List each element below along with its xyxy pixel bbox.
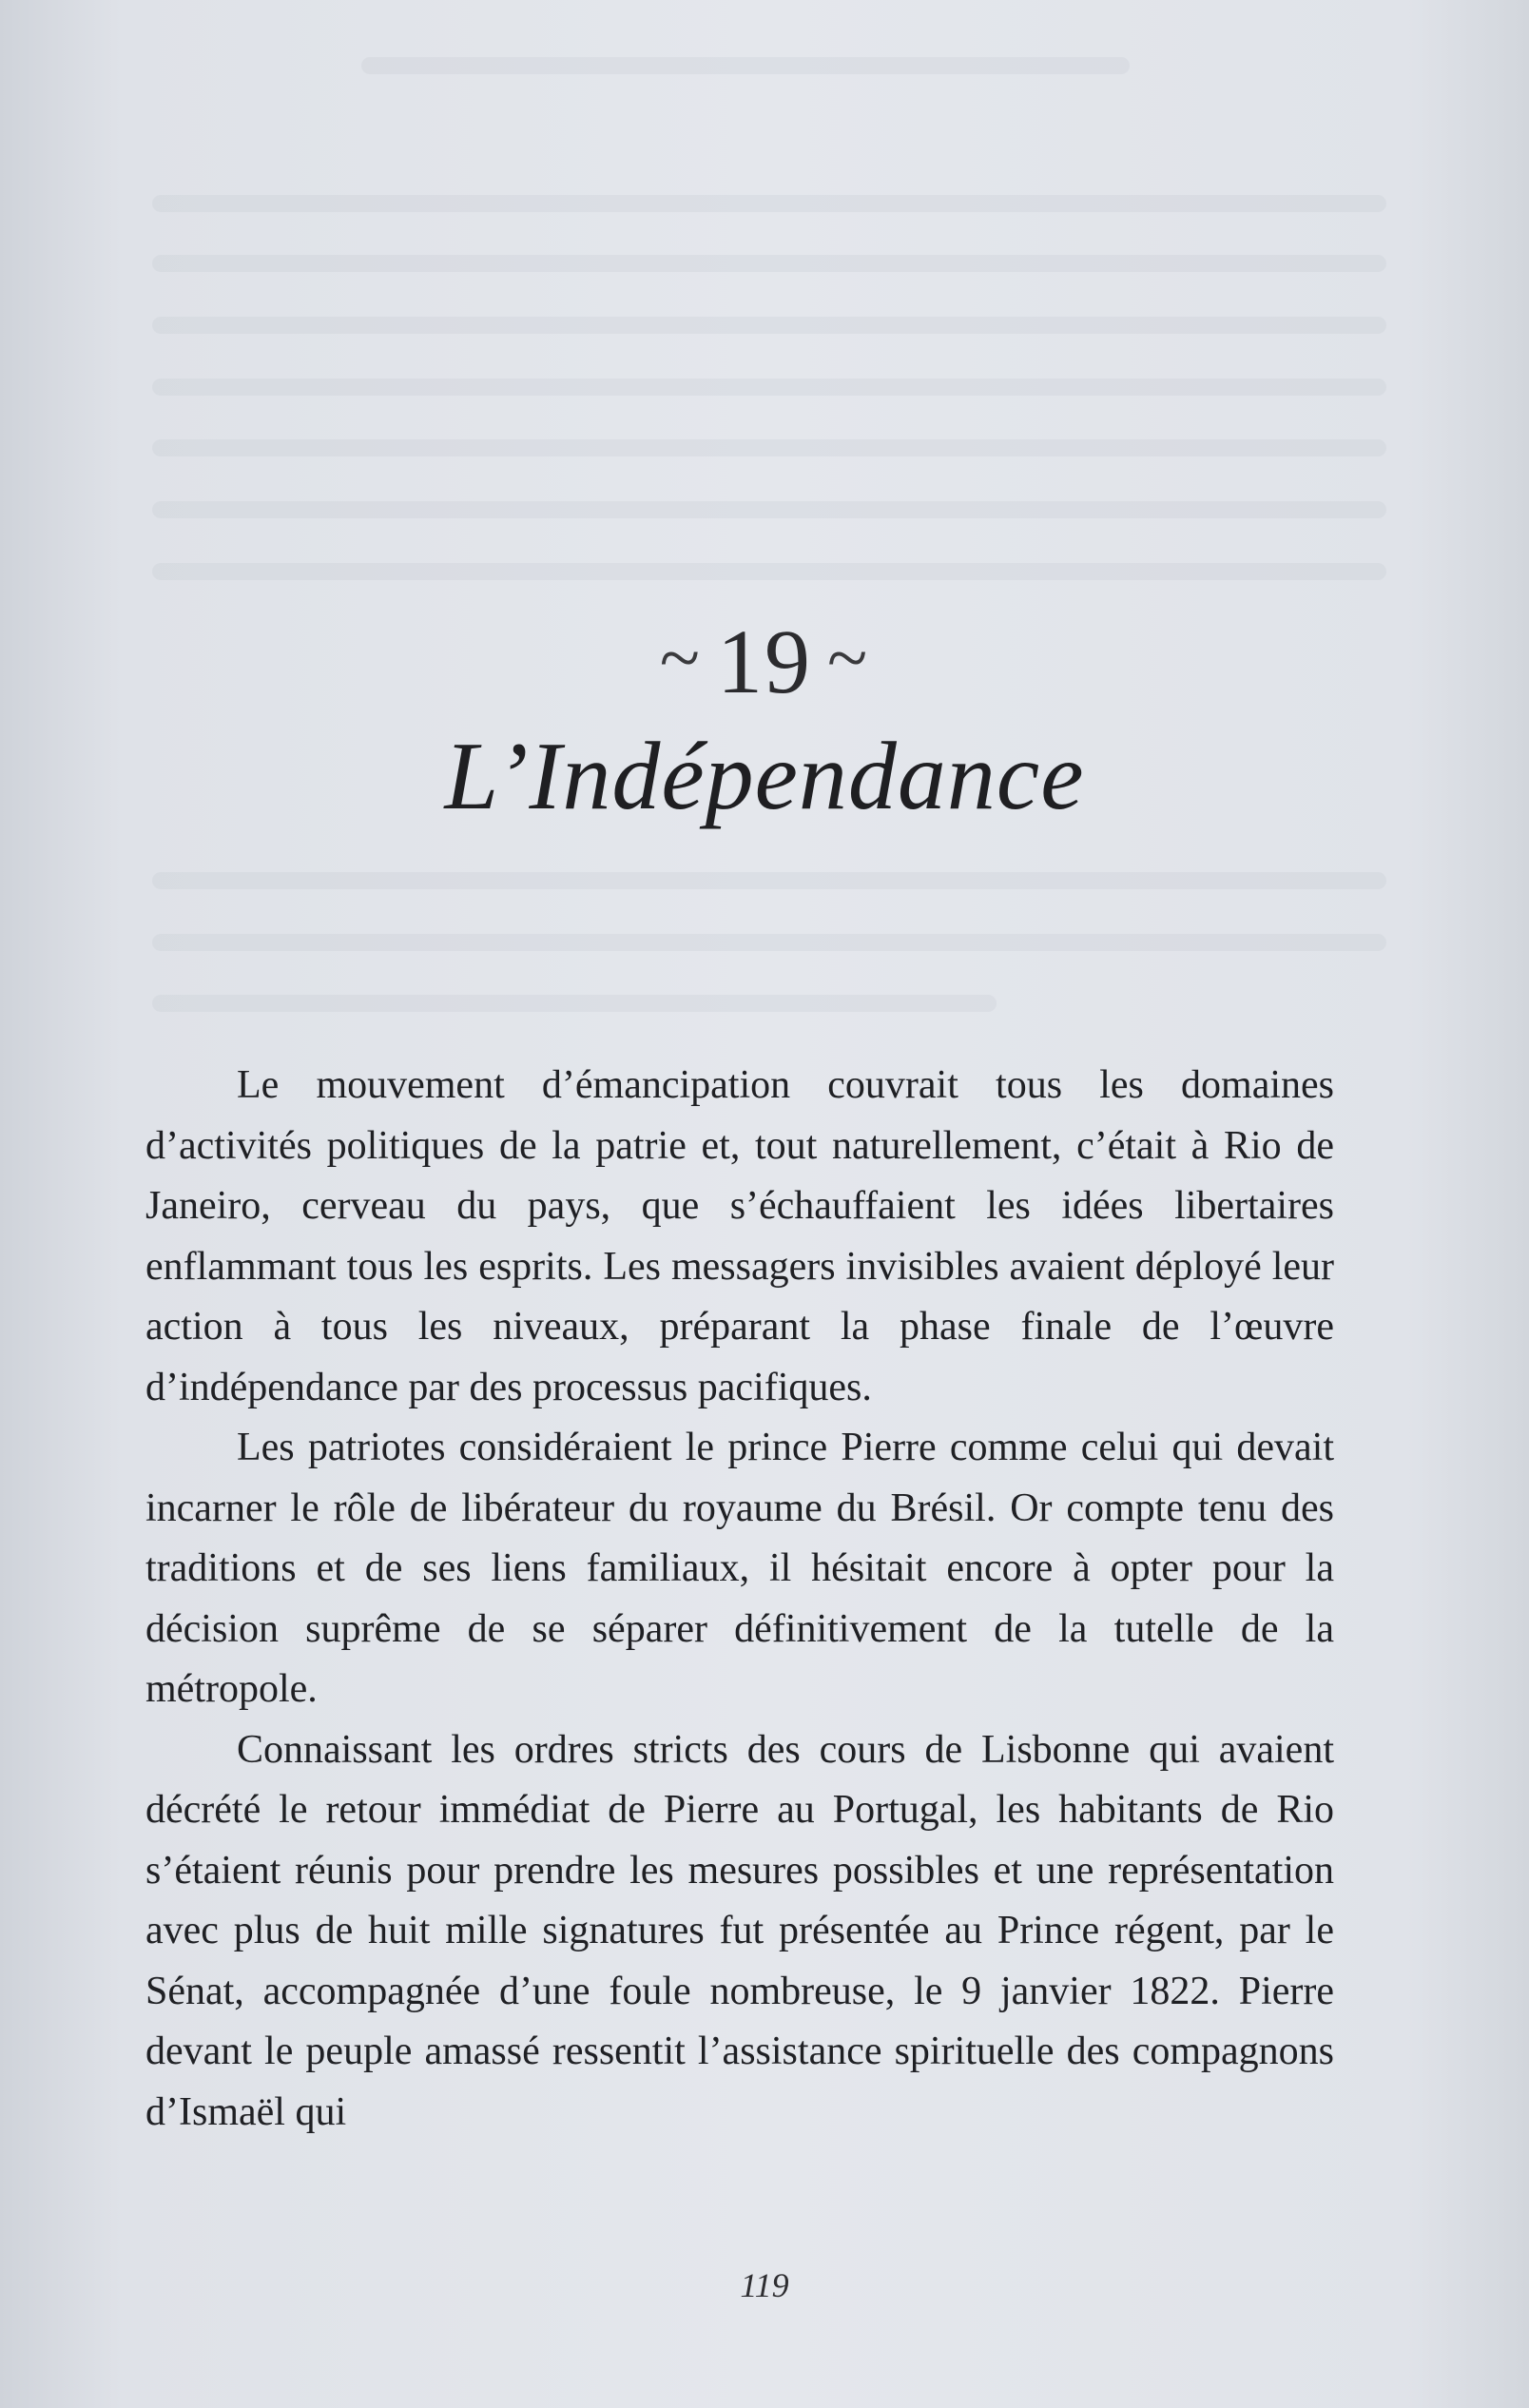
chapter-title: L’Indépendance <box>444 723 1085 830</box>
ornament-tilde-right: ~ <box>827 616 870 699</box>
bleed-through <box>152 872 1386 889</box>
chapter-number: 19 <box>717 611 812 712</box>
paragraph: Connaissant les ordres stricts des cours de Lisbonne qui avaient décrété le retour immédiat de Pierre au Portugal, les habitants de Rio s’étaient réunis pour prendre les mesures possibles et une représentation avec plus de huit mille signatures fut présentée au Prince régent, par le Sénat, accompagnée d’une foule nombreuse, le 9 janvier 1822. Pierre devant le peuple amassé ressentit l’assistance spirituelle des compagnons d’Ismaël qui <box>145 1727 1334 2134</box>
paragraph: Le mouvement d’émancipation couvrait tous les domaines d’activités politiques de la patrie et, tout naturellement, c’était à Rio de Janeiro, cerveau du pays, que s’échauffaient les idées libertaires enflammant tous les esprits. Les messagers invisibles avaient déployé leur action à tous les niveaux, préparant la phase finale de l’œuvre d’indépendance par des processus pacifiques. <box>145 1063 1334 1409</box>
paragraph: Les patriotes considéraient le prince Pierre comme celui qui devait incarner le rôle de libérateur du royaume du Brésil. Or compte tenu des traditions et de ses liens familiaux, il hésitait encore à opter pour la décision suprême de se séparer définitivement de la tutelle de la métropole. <box>145 1426 1334 1711</box>
bleed-through <box>152 995 997 1012</box>
bleed-through <box>152 317 1386 334</box>
bleed-through <box>152 379 1386 396</box>
chapter-body <box>145 1056 1334 2143</box>
bleed-through <box>152 934 1386 951</box>
bleed-through <box>361 57 1130 74</box>
ornament-tilde-left: ~ <box>659 616 702 699</box>
bleed-through <box>152 255 1386 272</box>
bleed-through <box>152 563 1386 580</box>
bleed-through <box>152 439 1386 456</box>
bleed-through <box>152 195 1386 212</box>
page-number: 119 <box>740 2266 789 2304</box>
chapter-number-heading <box>0 609 1529 714</box>
bleed-through <box>152 501 1386 518</box>
